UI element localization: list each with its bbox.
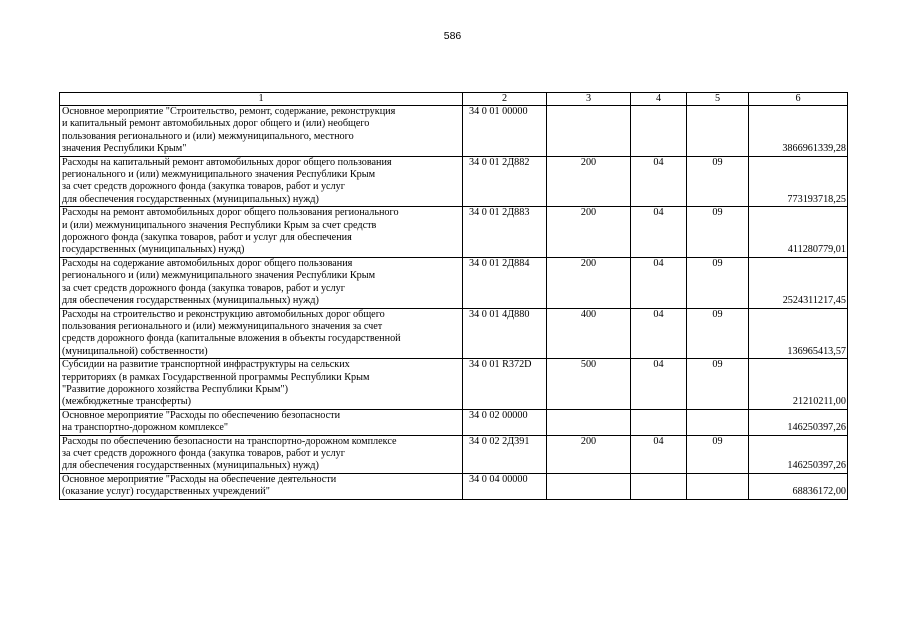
row-name-cell: Расходы на ремонт автомобильных дорог общего пользования регионального и (или) межмуниципального значения Республики Крым за счет средств дорожного фонда (закупка товаров, работ и услуг для обеспечения государственных (муниципальных) нужд) bbox=[60, 207, 463, 258]
table-row bbox=[60, 359, 848, 410]
row-expense-type-cell: 400 bbox=[547, 308, 631, 359]
row-subsection-cell: 09 bbox=[687, 156, 749, 207]
column-number-5: 5 bbox=[687, 93, 749, 106]
table-row bbox=[60, 257, 848, 308]
row-code-cell: 34 0 01 2Д883 bbox=[463, 207, 547, 258]
budget-table bbox=[59, 92, 848, 500]
row-amount-cell: 68836172,00 bbox=[749, 473, 848, 499]
row-expense-type-cell bbox=[547, 473, 631, 499]
table-row bbox=[60, 473, 848, 499]
row-amount-cell: 136965413,57 bbox=[749, 308, 848, 359]
row-code-cell: 34 0 01 00000 bbox=[463, 106, 547, 157]
table-row bbox=[60, 409, 848, 435]
row-name-cell: Расходы на капитальный ремонт автомобильных дорог общего пользования регионального и (или) межмуниципального значения Республики Крым за счет средств дорожного фонда (закупка товаров, работ и услуг для обеспечения государственных (муниципальных) нужд) bbox=[60, 156, 463, 207]
row-section-cell: 04 bbox=[631, 359, 687, 410]
row-expense-type-cell: 200 bbox=[547, 435, 631, 473]
row-section-cell: 04 bbox=[631, 257, 687, 308]
row-name-cell: Расходы на строительство и реконструкцию автомобильных дорог общего пользования регионального и (или) межмуниципального значения за счет средств дорожного фонда (капитальные вложения в объекты государственной (муниципальной) собственности) bbox=[60, 308, 463, 359]
table-row bbox=[60, 308, 848, 359]
row-name-cell: Основное мероприятие "Строительство, ремонт, содержание, реконструкция и капитальный ремонт автомобильных дорог общего и (или) необщего пользования регионального и (или) межмуниципального, местного значения Республики Крым" bbox=[60, 106, 463, 157]
row-amount-cell: 773193718,25 bbox=[749, 156, 848, 207]
row-section-cell bbox=[631, 473, 687, 499]
row-subsection-cell: 09 bbox=[687, 207, 749, 258]
row-section-cell: 04 bbox=[631, 156, 687, 207]
row-expense-type-cell bbox=[547, 106, 631, 157]
table-row bbox=[60, 207, 848, 258]
row-subsection-cell bbox=[687, 473, 749, 499]
column-number-2: 2 bbox=[463, 93, 547, 106]
row-amount-cell: 21210211,00 bbox=[749, 359, 848, 410]
row-section-cell: 04 bbox=[631, 207, 687, 258]
row-expense-type-cell bbox=[547, 409, 631, 435]
row-expense-type-cell: 200 bbox=[547, 257, 631, 308]
column-number-4: 4 bbox=[631, 93, 687, 106]
row-section-cell bbox=[631, 106, 687, 157]
row-subsection-cell: 09 bbox=[687, 257, 749, 308]
row-subsection-cell: 09 bbox=[687, 308, 749, 359]
row-amount-cell: 146250397,26 bbox=[749, 409, 848, 435]
row-subsection-cell bbox=[687, 409, 749, 435]
column-number-6: 6 bbox=[749, 93, 848, 106]
row-name-cell: Субсидии на развитие транспортной инфраструктуры на сельских территориях (в рамках Государственной программы Республики Крым "Развитие дорожного хозяйства Республики Крым") (межбюджетные трансферты) bbox=[60, 359, 463, 410]
row-name-cell: Основное мероприятие "Расходы по обеспечению безопасности на транспортно-дорожном комплексе" bbox=[60, 409, 463, 435]
row-amount-cell: 411280779,01 bbox=[749, 207, 848, 258]
row-subsection-cell: 09 bbox=[687, 359, 749, 410]
row-code-cell: 34 0 01 4Д880 bbox=[463, 308, 547, 359]
row-amount-cell: 3866961339,28 bbox=[749, 106, 848, 157]
row-code-cell: 34 0 04 00000 bbox=[463, 473, 547, 499]
row-code-cell: 34 0 01 2Д882 bbox=[463, 156, 547, 207]
table-row bbox=[60, 156, 848, 207]
table-row bbox=[60, 435, 848, 473]
row-code-cell: 34 0 01 R372D bbox=[463, 359, 547, 410]
row-code-cell: 34 0 02 2Д391 bbox=[463, 435, 547, 473]
row-expense-type-cell: 200 bbox=[547, 207, 631, 258]
column-number-1: 1 bbox=[60, 93, 463, 106]
row-expense-type-cell: 500 bbox=[547, 359, 631, 410]
column-number-3: 3 bbox=[547, 93, 631, 106]
row-name-cell: Расходы по обеспечению безопасности на транспортно-дорожном комплексе за счет средств дорожного фонда (закупка товаров, работ и услуг для обеспечения государственных (муниципальных) нужд) bbox=[60, 435, 463, 473]
table-row bbox=[60, 106, 848, 157]
row-name-cell: Основное мероприятие "Расходы на обеспечение деятельности (оказание услуг) государственных учреждений" bbox=[60, 473, 463, 499]
row-subsection-cell: 09 bbox=[687, 435, 749, 473]
row-amount-cell: 146250397,26 bbox=[749, 435, 848, 473]
row-code-cell: 34 0 01 2Д884 bbox=[463, 257, 547, 308]
row-section-cell: 04 bbox=[631, 308, 687, 359]
row-expense-type-cell: 200 bbox=[547, 156, 631, 207]
page-number: 586 bbox=[443, 30, 462, 42]
row-subsection-cell bbox=[687, 106, 749, 157]
row-section-cell bbox=[631, 409, 687, 435]
row-section-cell: 04 bbox=[631, 435, 687, 473]
row-name-cell: Расходы на содержание автомобильных дорог общего пользования регионального и (или) межмуниципального значения Республики Крым за счет средств дорожного фонда (закупка товаров, работ и услуг для обеспечения государственных (муниципальных) нужд) bbox=[60, 257, 463, 308]
row-code-cell: 34 0 02 00000 bbox=[463, 409, 547, 435]
column-number-row bbox=[60, 93, 848, 106]
row-amount-cell: 2524311217,45 bbox=[749, 257, 848, 308]
